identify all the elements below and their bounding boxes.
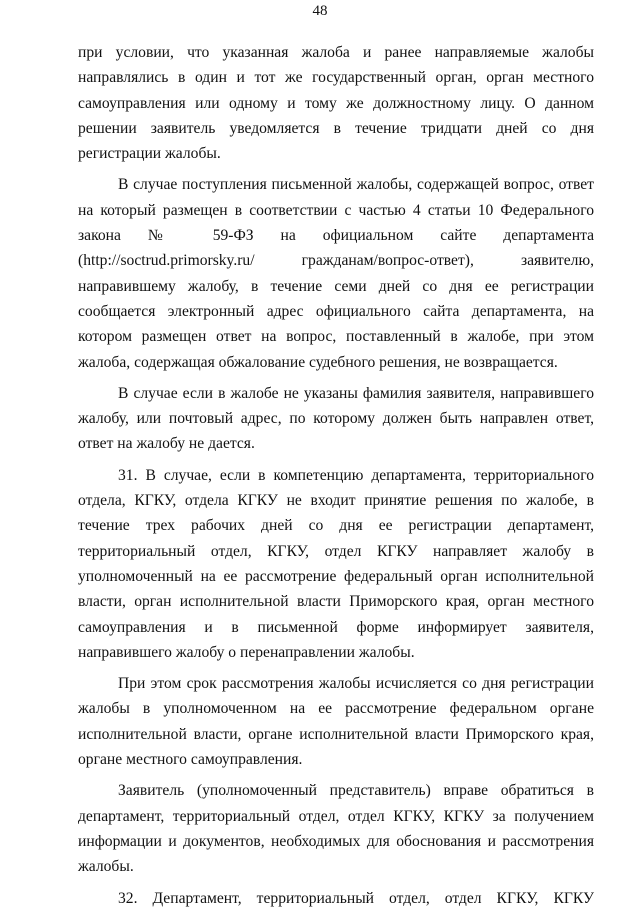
paragraph-applicant-right: Заявитель (уполномоченный представитель) вправе обратиться в департамент, территориальный отдел, отдел КГКУ, КГКУ за получением информации и документов, необходимых для обоснования и рассмотрения жалобы. xyxy=(78,782,594,876)
paragraph-item-32: 32. Департамент, территориальный отдел, отдел КГКУ, КГКУ xyxy=(118,889,594,907)
page-number: 48 xyxy=(312,3,328,19)
document-body xyxy=(78,40,594,911)
paragraph-no-name-address: В случае если в жалобе не указаны фамилия заявителя, направившего жалобу, или почтовый адрес, по которому должен быть направлен ответ, ответ на жалобу не дается. xyxy=(78,384,594,453)
paragraph-item-31: 31. В случае, если в компетенцию департамента, территориального отдела, КГКУ, отдела КГКУ не входит принятие решения по жалобе, в течение трех рабочих дней со дня ее регистрации департамент, территориальный отдел, КГКУ, отдел КГКУ направляет жалобу в уполномоченный на ее рассмотрение федеральный орган исполнительной власти, орган исполнительной власти Приморского края, орган местного самоуправления и в письменной форме информирует заявителя, направившего жалобу о перенаправлении жалобы. xyxy=(78,466,594,661)
paragraph-written-complaint: В случае поступления письменной жалобы, содержащей вопрос, ответ на который размещен в соответствии с частью 4 статьи 10 Федерального закона № 59-ФЗ на официальном сайте департамента (http://soctrud.primorsky.ru/ гражданам/вопрос-ответ), заявителю, направившему жалобу, в течение семи дней со дня ее регистрации сообщается электронный адрес официального сайта департамента, на котором размещен ответ на вопрос, поставленный в жалобе, при этом жалоба, содержащая обжалование судебного решения, не возвращается. xyxy=(78,176,594,371)
paragraph-review-period: При этом срок рассмотрения жалобы исчисляется со дня регистрации жалобы в уполномоченном на ее рассмотрение федеральном органе исполнительной власти, органе исполнительной власти Приморского края, органе местного самоуправления. xyxy=(78,675,594,769)
paragraph-continuation: при условии, что указанная жалоба и ранее направляемые жалобы направлялись в один и тот же государственный орган, орган местного самоуправления или одному и тому же должностному лицу. О данном решении заявитель уведомляется в течение тридцати дней со дня регистрации жалобы. xyxy=(78,44,594,163)
